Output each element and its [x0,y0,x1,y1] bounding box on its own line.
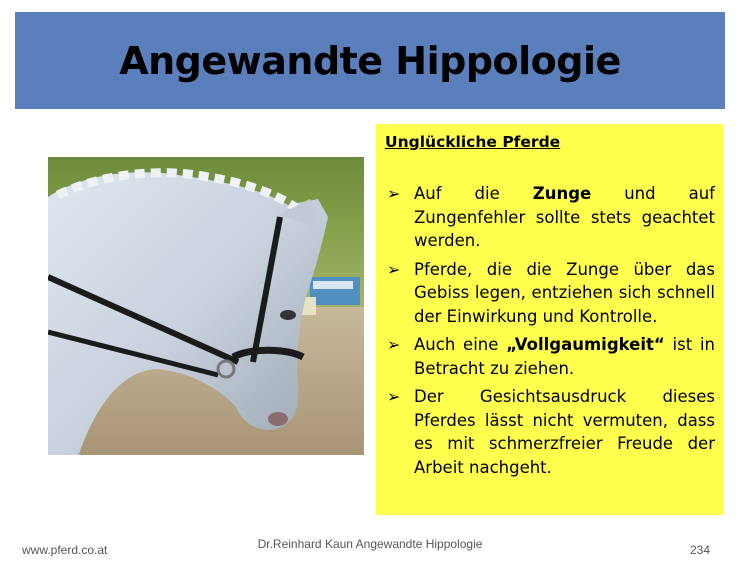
bullet-text: Auf die [414,184,533,203]
slide-title: Angewandte Hippologie [119,38,621,83]
arrow-bullet-icon: ➢ [387,387,401,406]
bullet-item [385,385,715,479]
bullet-bold-text: Zunge [532,184,592,203]
box-heading: Unglückliche Pferde [385,133,561,151]
bullet-bold-text: „Vollgaumigkeit“ [506,335,665,354]
arrow-bullet-icon: ➢ [387,259,401,279]
arrow-bullet-icon: ➢ [387,184,401,203]
bullet-text: Der Gesichtsausdruck dieses Pferdes lässt nicht vermuten, dass es mit schmerzfreier Freude der Arbeit nachgeht. [414,387,715,477]
arrow-bullet-icon: ➢ [387,335,401,354]
bullet-text: Auch eine [414,335,507,354]
footer-author: Dr.Reinhard Kaun Angewandte Hippologie [257,537,483,551]
bullet-item [385,182,715,253]
bullet-item [385,333,715,380]
bullet-text: und auf Zungenfehler sollte stets geachtet werden. [414,184,715,250]
horse-photo [48,157,364,455]
bullet-text: Pferde, die die Zunge über das Gebiss legen, entziehen sich schnell der Einwirkung und Kontrolle. [414,259,715,326]
bullet-text: ist in Betracht zu ziehen. [414,335,715,378]
footer-website: www.pferd.co.at [22,543,108,557]
page-number: 234 [690,543,711,557]
bullet-list [385,182,715,479]
text-box [376,124,724,515]
bullet-item [385,258,715,329]
title-bar [15,12,725,109]
